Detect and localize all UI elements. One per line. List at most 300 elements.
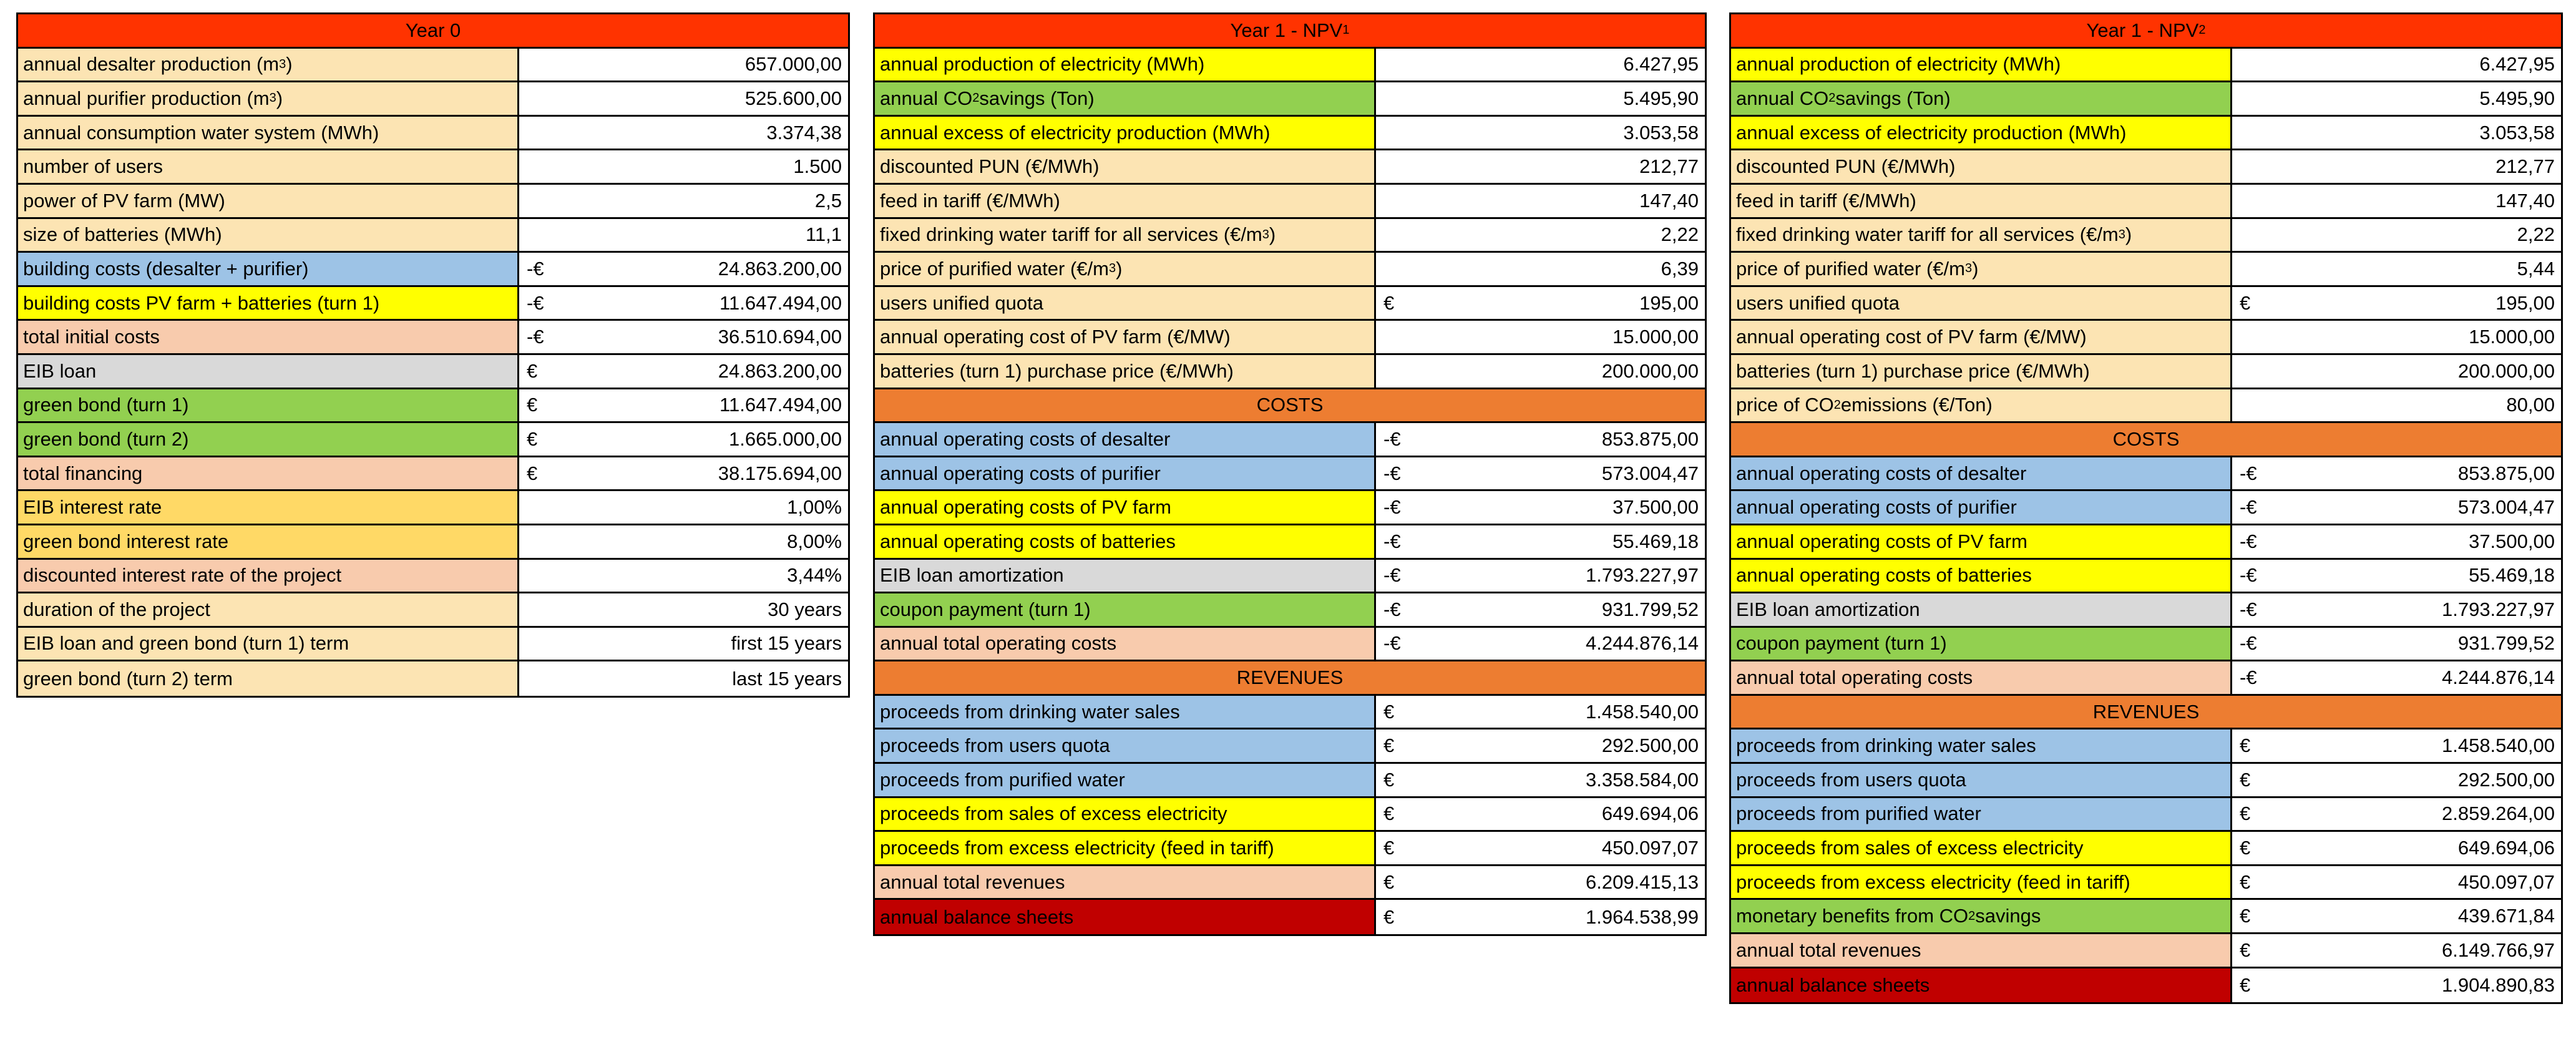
row-value	[2232, 525, 2561, 558]
row-value	[519, 457, 848, 490]
row-value	[1376, 355, 1705, 388]
value-number: 195,00	[2496, 291, 2555, 314]
value-number: 649.694,06	[1601, 803, 1699, 825]
value-number: 15.000,00	[1612, 326, 1699, 348]
table-row	[875, 525, 1705, 560]
currency-symbol: €	[2240, 291, 2251, 314]
row-label: annual operating costs of PV farm	[875, 491, 1376, 524]
table-row	[18, 560, 848, 594]
table-row	[875, 150, 1705, 185]
row-value	[519, 219, 848, 251]
table-row	[18, 287, 848, 321]
value-number: 6.209.415,13	[1585, 871, 1699, 893]
value-number: 24.863.200,00	[718, 257, 842, 280]
row-label: annual desalter production (m 3 )	[18, 49, 519, 81]
table-row	[1731, 219, 2561, 253]
value-number: 2,22	[2517, 223, 2555, 246]
row-label: green bond (turn 2) term	[18, 661, 519, 696]
row-value	[519, 253, 848, 285]
row-label: proceeds from sales of excess electricity	[875, 798, 1376, 831]
currency-symbol: €	[527, 359, 538, 382]
value-number: 6.427,95	[2479, 53, 2555, 76]
row-value	[2232, 729, 2561, 762]
table-row	[18, 117, 848, 151]
row-value	[1376, 729, 1705, 762]
table-row	[1731, 82, 2561, 117]
row-value	[1376, 900, 1705, 934]
value-number: 292.500,00	[2457, 768, 2555, 791]
row-value	[1376, 593, 1705, 626]
row-value	[2232, 321, 2561, 353]
year0-title-text: Year 0	[405, 19, 461, 41]
table-row	[18, 185, 848, 219]
row-label: price of purified water (€/m 3 )	[875, 253, 1376, 285]
row-value	[519, 661, 848, 696]
row-label: annual purifier production (m 3 )	[18, 82, 519, 115]
currency-symbol: -€	[2240, 632, 2257, 655]
currency-symbol: €	[1383, 837, 1395, 859]
row-value	[2232, 82, 2561, 115]
value-number: 1,00%	[787, 496, 842, 519]
row-label: discounted interest rate of the project	[18, 560, 519, 592]
row-label: proceeds from purified water	[875, 764, 1376, 796]
row-value	[519, 82, 848, 115]
value-number: 3.358.584,00	[1585, 768, 1699, 791]
table-row	[875, 321, 1705, 355]
row-label: batteries (turn 1) purchase price (€/MWh)	[1731, 355, 2232, 388]
value-number: 450.097,07	[1601, 837, 1699, 859]
row-value	[1376, 49, 1705, 81]
table-row	[1731, 560, 2561, 594]
value-number: first 15 years	[731, 632, 842, 655]
row-value	[519, 150, 848, 183]
table-row	[18, 457, 848, 492]
value-number: 212,77	[1639, 155, 1699, 178]
table-row	[18, 628, 848, 662]
row-value	[2232, 253, 2561, 285]
table-row	[18, 355, 848, 389]
row-label: price of purified water (€/m 3 )	[1731, 253, 2232, 285]
row-label: fixed drinking water tariff for all services (€/m 3 )	[875, 219, 1376, 251]
value-number: 2,22	[1661, 223, 1699, 246]
row-label: annual total operating costs	[875, 628, 1376, 660]
table-row	[18, 491, 848, 525]
value-number: 1.904.890,83	[2441, 973, 2555, 996]
row-label: building costs (desalter + purifier)	[18, 253, 519, 285]
currency-symbol: €	[527, 427, 538, 450]
value-number: 931.799,52	[1601, 598, 1699, 620]
row-label: price of CO 2 emissions (€/Ton)	[1731, 389, 2232, 422]
value-number: 8,00%	[787, 530, 842, 552]
row-value	[519, 423, 848, 456]
row-label: proceeds from drinking water sales	[875, 696, 1376, 728]
npv1-section-header	[875, 389, 1705, 424]
value-number: 30 years	[768, 598, 842, 620]
row-label: batteries (turn 1) purchase price (€/MWh)	[875, 355, 1376, 388]
row-value	[2232, 560, 2561, 592]
npv1-title-sub: 1	[1342, 23, 1350, 37]
value-number: 5.495,90	[1623, 87, 1699, 109]
value-number: 853.875,00	[2457, 462, 2555, 484]
row-label: annual operating costs of desalter	[1731, 457, 2232, 490]
row-label: feed in tariff (€/MWh)	[875, 185, 1376, 217]
table-row	[18, 389, 848, 424]
table-row	[1731, 729, 2561, 764]
row-label: annual balance sheets	[875, 900, 1376, 934]
currency-symbol: -€	[1383, 496, 1401, 519]
row-value	[2232, 764, 2561, 796]
value-number: 2.859.264,00	[2441, 803, 2555, 825]
npv1-title	[875, 14, 1705, 49]
value-number: 11.647.494,00	[720, 394, 842, 416]
value-number: 200.000,00	[1601, 359, 1699, 382]
row-value	[2232, 968, 2561, 1003]
row-value	[519, 628, 848, 660]
table-row	[875, 457, 1705, 492]
value-number: 11.647.494,00	[720, 291, 842, 314]
currency-symbol: -€	[527, 291, 544, 314]
table-row	[1731, 968, 2561, 1003]
row-label: annual consumption water system (MWh)	[18, 117, 519, 149]
row-value	[519, 389, 848, 422]
table-row	[18, 49, 848, 83]
row-label: feed in tariff (€/MWh)	[1731, 185, 2232, 217]
value-number: 147,40	[2496, 189, 2555, 212]
value-number: 6,39	[1661, 257, 1699, 280]
table-row	[18, 423, 848, 457]
row-label: monetary benefits from CO 2 savings	[1731, 900, 2232, 932]
table-row	[1731, 457, 2561, 492]
row-label: proceeds from excess electricity (feed in tariff)	[1731, 866, 2232, 899]
value-number: 147,40	[1639, 189, 1699, 212]
table-row	[1731, 764, 2561, 798]
row-label: annual total revenues	[1731, 934, 2232, 967]
value-number: 3.374,38	[766, 121, 842, 144]
row-value	[2232, 287, 2561, 320]
value-number: 4.244.876,14	[1585, 632, 1699, 655]
row-label: EIB interest rate	[18, 491, 519, 524]
value-number: 6.427,95	[1623, 53, 1699, 76]
currency-symbol: -€	[1383, 632, 1401, 655]
row-label: EIB loan amortization	[1731, 593, 2232, 626]
currency-symbol: €	[2240, 939, 2251, 961]
row-value	[1376, 321, 1705, 353]
table-row	[875, 628, 1705, 662]
row-label: annual excess of electricity production (MWh)	[875, 117, 1376, 149]
value-number: 11,1	[805, 223, 842, 246]
table-row	[1731, 628, 2561, 662]
currency-symbol: -€	[527, 326, 544, 348]
currency-symbol: €	[2240, 768, 2251, 791]
table-row	[875, 423, 1705, 457]
row-label: annual excess of electricity production (MWh)	[1731, 117, 2232, 149]
value-number: 649.694,06	[2457, 837, 2555, 859]
section-header-text: COSTS	[2112, 427, 2180, 450]
row-label: size of batteries (MWh)	[18, 219, 519, 251]
npv1-title-text: Year 1 - NPV	[1230, 19, 1343, 41]
currency-symbol: €	[527, 394, 538, 416]
row-value	[1376, 560, 1705, 592]
npv2-title-sub: 2	[2198, 23, 2206, 37]
row-label: annual operating costs of purifier	[875, 457, 1376, 490]
row-label: green bond (turn 1)	[18, 389, 519, 422]
row-value	[1376, 185, 1705, 217]
row-value	[2232, 900, 2561, 932]
row-value	[1376, 423, 1705, 456]
table-row	[875, 900, 1705, 934]
currency-symbol: -€	[1383, 427, 1401, 450]
value-number: 4.244.876,14	[2441, 666, 2555, 689]
value-number: 36.510.694,00	[718, 326, 842, 348]
row-label: annual operating costs of batteries	[875, 525, 1376, 558]
table-row	[1731, 185, 2561, 219]
row-label: annual total operating costs	[1731, 661, 2232, 694]
table-row	[875, 866, 1705, 900]
table-row	[18, 525, 848, 560]
row-value	[1376, 82, 1705, 115]
section-header-text: REVENUES	[1236, 666, 1344, 689]
value-number: 55.469,18	[1612, 530, 1699, 552]
table-row	[875, 696, 1705, 730]
table-row	[1731, 355, 2561, 389]
table-row	[18, 661, 848, 696]
table-row	[1731, 253, 2561, 287]
value-number: 657.000,00	[744, 53, 842, 76]
row-value	[2232, 628, 2561, 660]
value-number: 573.004,47	[2457, 496, 2555, 519]
currency-symbol: €	[2240, 803, 2251, 825]
table-row	[875, 764, 1705, 798]
section-header-text: REVENUES	[2092, 700, 2200, 723]
row-value	[1376, 117, 1705, 149]
table-row	[875, 832, 1705, 866]
value-number: 853.875,00	[1601, 427, 1699, 450]
npv2-title-text: Year 1 - NPV	[2086, 19, 2199, 41]
table-row	[1731, 900, 2561, 934]
row-value	[2232, 355, 2561, 388]
row-label: discounted PUN (€/MWh)	[1731, 150, 2232, 183]
table-row	[1731, 389, 2561, 424]
row-value	[1376, 150, 1705, 183]
row-value	[2232, 593, 2561, 626]
row-label: annual operating costs of batteries	[1731, 560, 2232, 592]
row-label: number of users	[18, 150, 519, 183]
value-number: 292.500,00	[1601, 734, 1699, 757]
value-number: 37.500,00	[2469, 530, 2555, 552]
row-value	[2232, 185, 2561, 217]
currency-symbol: -€	[2240, 496, 2257, 519]
row-value	[2232, 117, 2561, 149]
row-label: EIB loan and green bond (turn 1) term	[18, 628, 519, 660]
value-number: 3.053,58	[2479, 121, 2555, 144]
table-row	[1731, 832, 2561, 866]
year0-title	[18, 14, 848, 49]
row-label: discounted PUN (€/MWh)	[875, 150, 1376, 183]
row-value	[2232, 866, 2561, 899]
row-label: duration of the project	[18, 593, 519, 626]
row-value	[1376, 798, 1705, 831]
year0-table	[16, 12, 850, 698]
row-label: proceeds from drinking water sales	[1731, 729, 2232, 762]
row-label: proceeds from sales of excess electricity	[1731, 832, 2232, 864]
row-label: users unified quota	[875, 287, 1376, 320]
value-number: 1.665.000,00	[728, 427, 842, 450]
table-row	[875, 560, 1705, 594]
npv2-section-header	[1731, 423, 2561, 457]
row-label: annual CO 2 savings (Ton)	[1731, 82, 2232, 115]
row-label: annual operating costs of purifier	[1731, 491, 2232, 524]
table-row	[875, 729, 1705, 764]
row-value	[2232, 798, 2561, 831]
row-value	[519, 593, 848, 626]
table-row	[875, 798, 1705, 832]
row-label: total initial costs	[18, 321, 519, 353]
row-value	[519, 355, 848, 388]
value-number: 15.000,00	[2469, 326, 2555, 348]
currency-symbol: €	[1383, 291, 1395, 314]
row-value	[2232, 832, 2561, 864]
table-row	[18, 150, 848, 185]
row-label: green bond (turn 2)	[18, 423, 519, 456]
row-label: power of PV farm (MW)	[18, 185, 519, 217]
table-row	[875, 355, 1705, 389]
row-label: annual operating costs of desalter	[875, 423, 1376, 456]
row-value	[2232, 934, 2561, 967]
currency-symbol: -€	[2240, 666, 2257, 689]
row-label: annual balance sheets	[1731, 968, 2232, 1003]
currency-symbol: €	[527, 462, 538, 484]
row-value	[519, 117, 848, 149]
currency-symbol: €	[2240, 837, 2251, 859]
currency-symbol: €	[1383, 905, 1395, 928]
table-row	[875, 117, 1705, 151]
row-label: annual CO 2 savings (Ton)	[875, 82, 1376, 115]
value-number: 6.149.766,97	[2441, 939, 2555, 961]
row-value	[1376, 866, 1705, 899]
row-value	[519, 560, 848, 592]
row-label: fixed drinking water tariff for all services (€/m 3 )	[1731, 219, 2232, 251]
value-number: 3.053,58	[1623, 121, 1699, 144]
row-value	[2232, 491, 2561, 524]
value-number: 525.600,00	[744, 87, 842, 109]
currency-symbol: -€	[2240, 530, 2257, 552]
table-row	[875, 491, 1705, 525]
currency-symbol: -€	[527, 257, 544, 280]
table-row	[1731, 661, 2561, 696]
currency-symbol: €	[1383, 734, 1395, 757]
row-value	[1376, 457, 1705, 490]
row-value	[2232, 457, 2561, 490]
row-label: annual production of electricity (MWh)	[875, 49, 1376, 81]
table-row	[875, 287, 1705, 321]
row-value	[1376, 696, 1705, 728]
table-row	[1731, 117, 2561, 151]
row-label: proceeds from users quota	[1731, 764, 2232, 796]
value-number: 37.500,00	[1612, 496, 1699, 519]
table-row	[875, 219, 1705, 253]
value-number: 5,44	[2517, 257, 2555, 280]
row-value	[1376, 525, 1705, 558]
row-value	[1376, 628, 1705, 660]
row-value	[2232, 150, 2561, 183]
row-label: annual production of electricity (MWh)	[1731, 49, 2232, 81]
value-number: 439.671,84	[2457, 905, 2555, 927]
value-number: 5.495,90	[2479, 87, 2555, 109]
value-number: 200.000,00	[2457, 359, 2555, 382]
row-label: annual operating costs of PV farm	[1731, 525, 2232, 558]
row-value	[519, 491, 848, 524]
value-number: 450.097,07	[2457, 871, 2555, 893]
row-label: proceeds from excess electricity (feed in tariff)	[875, 832, 1376, 864]
currency-symbol: €	[2240, 905, 2251, 927]
value-number: 1.964.538,99	[1585, 905, 1699, 928]
table-row	[1731, 150, 2561, 185]
value-number: 55.469,18	[2469, 564, 2555, 587]
currency-symbol: €	[2240, 734, 2251, 757]
value-number: 573.004,47	[1601, 462, 1699, 484]
table-row	[875, 82, 1705, 117]
row-label: EIB loan amortization	[875, 560, 1376, 592]
table-row	[18, 219, 848, 253]
row-value	[519, 525, 848, 558]
table-row	[1731, 49, 2561, 83]
value-number: last 15 years	[732, 667, 842, 690]
currency-symbol: -€	[2240, 564, 2257, 587]
value-number: 38.175.694,00	[718, 462, 842, 484]
row-value	[1376, 832, 1705, 864]
section-header-text: COSTS	[1256, 394, 1324, 416]
currency-symbol: €	[1383, 803, 1395, 825]
row-label: annual operating cost of PV farm (€/MW)	[875, 321, 1376, 353]
row-value	[519, 287, 848, 320]
currency-symbol: €	[2240, 973, 2251, 996]
currency-symbol: -€	[2240, 462, 2257, 484]
table-row	[875, 49, 1705, 83]
table-row	[18, 593, 848, 628]
currency-symbol: -€	[1383, 598, 1401, 620]
table-row	[18, 82, 848, 117]
value-number: 195,00	[1639, 291, 1699, 314]
npv2-table	[1729, 12, 2563, 1004]
table-row	[18, 321, 848, 355]
table-row	[1731, 798, 2561, 832]
value-number: 1.793.227,97	[1585, 564, 1699, 587]
row-value	[519, 49, 848, 81]
row-label: coupon payment (turn 1)	[875, 593, 1376, 626]
table-row	[875, 253, 1705, 287]
row-label: total financing	[18, 457, 519, 490]
row-label: proceeds from purified water	[1731, 798, 2232, 831]
row-label: coupon payment (turn 1)	[1731, 628, 2232, 660]
table-row	[1731, 593, 2561, 628]
row-value	[2232, 219, 2561, 251]
currency-symbol: -€	[1383, 462, 1401, 484]
value-number: 1.458.540,00	[1585, 700, 1699, 723]
npv1-section-header	[875, 661, 1705, 696]
row-label: users unified quota	[1731, 287, 2232, 320]
row-value	[2232, 661, 2561, 694]
value-number: 24.863.200,00	[718, 359, 842, 382]
row-label: annual total revenues	[875, 866, 1376, 899]
npv2-title	[1731, 14, 2561, 49]
value-number: 1.500	[793, 155, 842, 178]
row-value	[1376, 287, 1705, 320]
row-value	[1376, 491, 1705, 524]
table-row	[1731, 491, 2561, 525]
currency-symbol: €	[1383, 768, 1395, 791]
table-row	[1731, 287, 2561, 321]
row-label: EIB loan	[18, 355, 519, 388]
